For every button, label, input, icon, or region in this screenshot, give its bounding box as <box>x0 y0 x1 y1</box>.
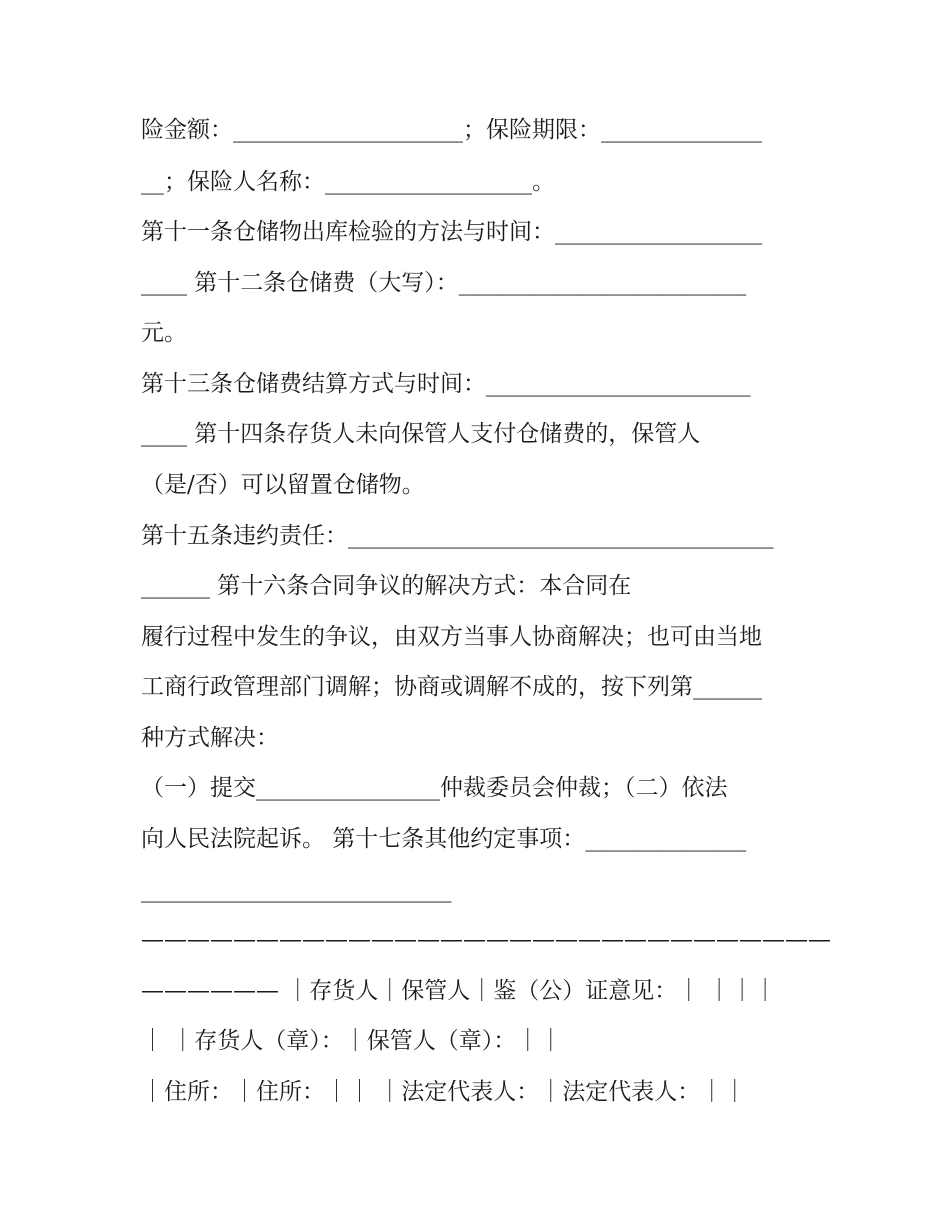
text-line: ______ 第十六条合同争议的解决方式：本合同在 <box>141 573 632 599</box>
text-line: 元。 <box>141 320 187 346</box>
text-line: 第十一条仓储物出库检验的方法与时间：__________________ <box>141 219 762 245</box>
text-line: __；保险人名称：__________________。 <box>141 169 555 195</box>
text-line: （一）提交________________仲裁委员会仲裁；（二）依法 <box>141 775 728 801</box>
text-line: ｜ ｜存货人（章）：｜保管人（章）：｜｜ <box>141 1028 563 1054</box>
text-line: —————— ｜存货人｜保管人｜鉴（公）证意见：｜ ｜｜｜ <box>141 978 777 1004</box>
text-line: ｜住所：｜住所：｜｜ ｜法定代表人：｜法定代表人：｜｜ <box>141 1079 747 1105</box>
text-line: 第十三条仓储费结算方式与时间：_______________________ <box>141 371 751 397</box>
text-line: 向人民法院起诉。 第十七条其他约定事项：______________ <box>141 826 747 852</box>
text-line: （是/否）可以留置仓储物。 <box>141 472 425 498</box>
text-line: ____ 第十四条存货人未向保管人支付仓储费的，保管人 <box>141 421 701 447</box>
text-line: 履行过程中发生的争议，由双方当事人协商解决；也可由当地 <box>141 624 762 650</box>
text-line: ___________________________ <box>141 877 452 903</box>
text-line: ____ 第十二条仓储费（大写）：_________________________ <box>141 270 747 296</box>
text-line: 险金额：____________________；保险期限：______________ <box>141 117 762 143</box>
text-line: 第十五条违约责任：_____________________________________ <box>141 523 774 549</box>
text-line: —————————————————————————————— <box>141 927 831 953</box>
text-line: 种方式解决： <box>141 725 279 751</box>
text-line: 工商行政管理部门调解；协商或调解不成的，按下列第______ <box>141 674 762 700</box>
